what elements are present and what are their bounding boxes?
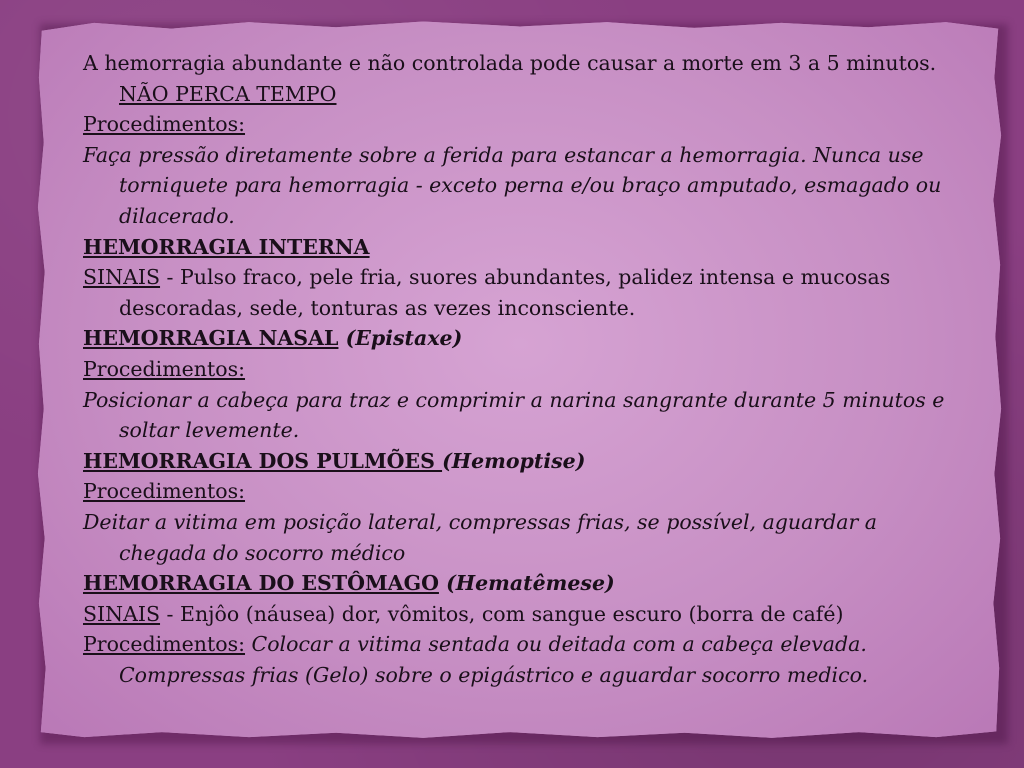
nasal-hemorrhage-heading bbox=[83, 323, 963, 354]
signs-label: SINAIS bbox=[83, 601, 161, 626]
nasal-procedure-text bbox=[83, 385, 963, 446]
nasal-hemorrhage-subtitle: (Epistaxe) bbox=[338, 326, 463, 351]
procedures-heading-3 bbox=[83, 476, 963, 507]
slide-content bbox=[83, 48, 963, 690]
lung-hemorrhage-subtitle: (Hemoptise) bbox=[442, 448, 586, 473]
procedures-label: Procedimentos: bbox=[83, 479, 246, 504]
intro-text: A hemorragia abundante e não controlada pode causar a morte em 3 a 5 minutos. bbox=[83, 51, 937, 75]
intro-emphasis: NÃO PERCA TEMPO bbox=[119, 81, 337, 106]
procedures-label: Procedimentos: bbox=[83, 112, 246, 137]
lung-hemorrhage-heading bbox=[83, 446, 963, 477]
signs-label: SINAIS bbox=[83, 265, 161, 290]
external-procedure-text bbox=[83, 140, 963, 232]
stomach-procedure-paragraph bbox=[83, 629, 963, 690]
lung-procedure-text bbox=[83, 507, 963, 568]
stomach-hemorrhage-subtitle: (Hematêmese) bbox=[438, 571, 615, 596]
stomach-hemorrhage-title: HEMORRAGIA DO ESTÔMAGO bbox=[83, 571, 439, 596]
nasal-hemorrhage-title: HEMORRAGIA NASAL bbox=[83, 326, 339, 351]
stomach-procedure-text: Colocar a vitima sentada ou deitada com a cabeça elevada. Compressas frias (Gelo) sobre o epigástrico e aguardar socorro medico. bbox=[119, 632, 869, 687]
external-procedure: Faça pressão diretamente sobre a ferida para estancar a hemorragia. Nunca use torniquete para hemorragia - exceto perna e/ou braço amputado, esmagado ou dilacerado. bbox=[83, 142, 942, 228]
internal-hemorrhage-heading bbox=[83, 232, 963, 263]
internal-signs-paragraph bbox=[83, 262, 963, 323]
lung-hemorrhage-title: HEMORRAGIA DOS PULMÕES bbox=[83, 448, 443, 473]
intro-paragraph bbox=[83, 48, 963, 109]
nasal-procedure: Posicionar a cabeça para traz e comprimir a narina sangrante durante 5 minutos e soltar levemente. bbox=[83, 387, 945, 443]
lung-procedure: Deitar a vitima em posição lateral, compressas frias, se possível, aguardar a chegada do socorro médico bbox=[83, 509, 878, 565]
stomach-hemorrhage-heading bbox=[83, 568, 963, 599]
procedures-label: Procedimentos: bbox=[83, 632, 246, 657]
stomach-signs-text: - Enjôo (náusea) dor, vômitos, com sangue escuro (borra de café) bbox=[160, 601, 844, 626]
procedures-heading-2 bbox=[83, 354, 963, 385]
internal-hemorrhage-title: HEMORRAGIA INTERNA bbox=[83, 234, 370, 259]
internal-signs-text: - Pulso fraco, pele fria, suores abundantes, palidez intensa e mucosas descoradas, sede, tonturas as vezes inconsciente. bbox=[119, 265, 891, 320]
stomach-signs-paragraph bbox=[83, 599, 963, 630]
procedures-heading-1 bbox=[83, 109, 963, 140]
procedures-label: Procedimentos: bbox=[83, 356, 246, 381]
